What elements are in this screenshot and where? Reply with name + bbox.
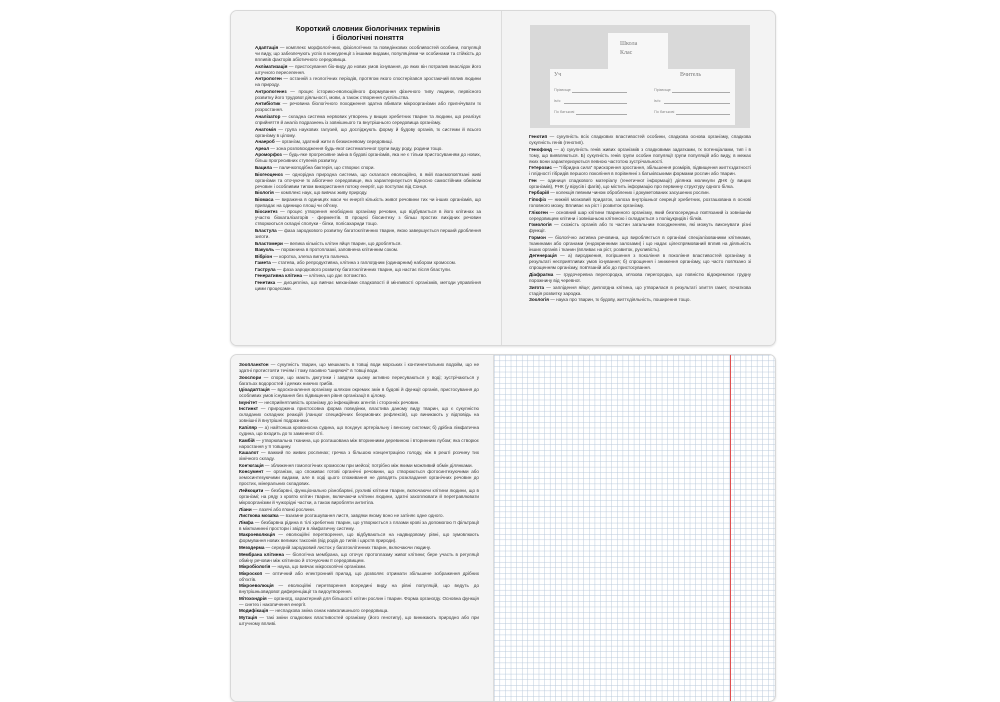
dictionary-entry [529, 165, 751, 177]
entry-term: Зоологія [529, 297, 549, 303]
dictionary-entry [239, 375, 479, 387]
entry-term: Анатомія [255, 126, 276, 132]
entry-term: Мікроскоп [239, 570, 263, 576]
dictionary-entry [255, 247, 481, 253]
teacher-name-label: Ім'я [654, 99, 661, 103]
dictionary-entry [239, 608, 479, 614]
entry-definition: — нижній мозковий придаток, залоза внутрішньої секреції хребетних, розташована в основі головного мозку. Впливає на ріст і розвиток організму. [529, 196, 751, 208]
entry-definition: — фаза зародкового розвитку багатоклітинних тварин, якою завершується перший дроблення зиготи. [255, 227, 481, 239]
label-field-area [550, 69, 735, 125]
entry-term: Камбій [239, 437, 255, 443]
entry-definition: — наука, що вивчає мікроскопічні організми. [270, 564, 367, 570]
dictionary-entry [255, 267, 481, 273]
dictionary-entry [255, 228, 481, 240]
entry-term: Анаероб [255, 139, 275, 145]
dictionary-entry [239, 507, 479, 513]
dictionary-entry [255, 139, 481, 145]
dictionary-entry [529, 253, 751, 271]
entry-definition: — несприйнятливість організму до інфекційних агентів і сторонніх речовин. [257, 399, 420, 405]
entry-definition: — біологічно активна речовина, що виробляється в організмі спеціалізованими клітинами, тканинами або органами (ендокринними залозами) і що надає цілеспрямований вплив на діяльність інших органів і тканин (впливає на ріст, розвиток, рухливість). [529, 234, 751, 252]
entry-term: Листкова мозаїка [239, 513, 279, 519]
entry-term: Гомологія [529, 222, 552, 228]
dictionary-entry [239, 406, 479, 424]
entry-term: Гамета [255, 260, 271, 266]
entry-term: Ген [529, 177, 537, 183]
entry-definition: — а) сукупність генів живих організмів з спадковими задатками, їх потенціалами, тип і в тому, що виявляються. Б) сукупність генів групи особин популяції групи популяцій або виду, в межах яких вони характеризуються певною частотою зустрічальності. [529, 146, 751, 164]
dictionary-entry [255, 146, 481, 152]
entry-term: Ліани [239, 506, 252, 512]
dictionary-entry [529, 134, 751, 146]
dictionary-entry [529, 285, 751, 297]
entry-term: Лімфа [239, 519, 254, 525]
entry-definition: — природжена пристосовна форма поведінки, властива даному виду тварин, що є сукупністю складаних складних реакцій (ланцюг специфічних безумовних рефлексів), що виникають у відповідь на зовнішні й внутрішні подразники. [239, 406, 479, 424]
entry-definition: — заплідення яйце; диплоїдна клітина, що утворилася в результаті злиття гамет, початкова стадія розвитку зародка. [529, 284, 751, 296]
entry-term: Макроеволюція [239, 532, 275, 538]
dictionary-subtitle: і біологічні поняття [332, 33, 404, 42]
entry-definition: — наука про тварин, їх будову, життєдіяльність, поширення тощо. [548, 297, 691, 303]
entry-term: Кон'югація [239, 462, 264, 468]
student-name-label: Ім'я [554, 99, 561, 103]
entry-term: Мікроеволюція [239, 583, 274, 589]
entry-definition: — схожість органів або їх частин загальним походженням, які можуть виконувати різні функції. [529, 222, 751, 234]
entry-definition: — група наукових галузей, що досліджують форму й будову органів, їх системи й всього організму в цілому. [255, 126, 481, 138]
entry-definition: — процес утворення необхідних організму речовин, що відбувається в його клітинах за участю біокаталізаторів - ферментів. В процесі біосинтезу з більш простих вихідних речовин створюються складні сполуки - білки, полісахариди тощо. [255, 209, 481, 227]
teacher-label: Вчитель [680, 72, 702, 78]
entry-term: Акліматизація [255, 63, 288, 69]
entry-definition: — сукупність тварин, що мешкають в товщі води морських і континентальних водойм, що не здатні протистояти течіям і тому пасивно "ширяючі" в товщі води. [239, 362, 479, 373]
dictionary-entry [255, 76, 481, 88]
dictionary-entry [255, 273, 481, 279]
entry-definition: — останній з геологічних періодів, протягом якого спостерігався зростаючий вплив людини на природу. [255, 76, 481, 88]
entry-definition: — основний шар клітини тваринного організму, який безпосередньо пов'язаний із зовнішнім середовищем клітини і зовнішньою клітиною і складається з поліцукридів і білків. [529, 209, 751, 221]
dictionary-page-left [231, 11, 502, 345]
entry-term: Антропогенез [255, 88, 287, 94]
dictionary-entry [255, 209, 481, 227]
dictionary-entry [239, 596, 479, 608]
dictionary-entry [255, 172, 481, 190]
dictionary-entry [529, 147, 751, 165]
entry-term: Імунітет [239, 399, 258, 405]
entry-term: Глікоген [529, 209, 548, 215]
entry-term: Мутація [239, 615, 258, 621]
entry-term: Вакуоль [255, 247, 275, 253]
entry-definition: — такі зміни спадкових властивостей організму (його генотипу), що виникають природно або при штучному впливі. [239, 615, 479, 627]
dictionary-entry [255, 280, 481, 292]
entry-term: Зооспори [239, 374, 262, 380]
entry-definition: — а) найтонша кровоносна судина, що поєднує артеріальну і венозну системи; б) дрібна лімфатична судина, що входить до їх замкненої сіті. [239, 424, 479, 436]
notebook-label [530, 25, 750, 128]
entry-term: Бластула [255, 227, 277, 233]
entry-term: Гетерозис [529, 165, 552, 171]
dictionary-entry [255, 190, 481, 196]
student-surname-label: Прізвище [554, 88, 571, 92]
entry-definition: — а) вироджения, погіршення з покоління в покоління властивостей організму в результаті несприятливих умов існування; б) спрощення і зниження організму, що часто пов'язано зі спрощенням організму, пов'язаній або до пристосування. [529, 253, 751, 271]
dictionary-entry [239, 425, 479, 437]
dictionary-entry [239, 564, 479, 570]
dictionary-entry [529, 235, 751, 253]
dictionary-entry [239, 520, 479, 532]
entry-term: Біогеоценоз [255, 171, 283, 177]
entry-definition: — комплекс морфологічних, фізіологічних та поведінкових особливостей особини, популяції чи виду, що забезпечують успіх в конкуренції з іншими видами, популяціями чи особинами та стійкість до впливів факторів абіотичного середовища. [255, 45, 481, 62]
entry-definition: — неспадкова зміна ознак навколишнього середовища. [268, 608, 389, 614]
entry-definition: — грудочеревна перегородка, м'язова перегородка, що повністю відокремлює грудну порожнину від черевної. [529, 271, 751, 283]
entry-definition: — процес історико-еволюційного формування фізичного типу людини, первісного розвитку його трудової діяльності, мови, а також створення суспільства. [255, 88, 481, 100]
entry-term: Біологія [255, 190, 274, 196]
entry-definition: — органоїд, характерний для більшості клітин рослин і тварин. Форма органоїду. Основна функція — синтез і накопичення енергії. [239, 595, 479, 607]
entry-definition: — клітина, що дає потомство. [302, 273, 368, 279]
student-patronymic-line [576, 114, 627, 115]
dictionary-entry [255, 101, 481, 113]
dictionary-entry [529, 190, 751, 196]
dictionary-entry [239, 387, 479, 399]
dictionary-entry [239, 571, 479, 583]
entry-definition: — однорідна природна система, що склалася еволюційно, в якій взаємопов'язані живі організми та оточуюче їх абіотичне середовище, яка характеризується відносно самостійним обміном речовин і особливим типом використання потоку енергії, що поступає від Сонця. [255, 171, 481, 189]
entry-term: Бластомери [255, 240, 283, 246]
dictionary-entries-back [239, 362, 479, 628]
class-label: Клас [620, 50, 633, 56]
dictionary-entries-continued [529, 134, 751, 304]
dictionary-entry [529, 210, 751, 222]
entry-definition: — організм, що споживає готові органічні речовини, що створюються фотосинтезуючими або хемосинтезуючими видами, але в ході цього споживання не доводять розкладання органічних речовин до простих, мінеральних складових. [239, 469, 479, 487]
entry-term: Біомаса [255, 196, 274, 202]
entry-definition: — біологічна мембрана, що оточує протоплазму живої клітини; бере участь в регуляції обміну речовин між клітиною й оточуючим її середовищем. [239, 551, 479, 563]
entry-definition: — одиниця спадкового матеріалу (генетичної інформації) ділянка молекули ДНК (у вищих організмів), РНК (у вірусів і фагів), що містить інформацію про первинну структуру одного білка. [529, 177, 751, 189]
entry-term: Діафрагма [529, 271, 554, 277]
student-label: Уч [554, 72, 562, 78]
entry-term: Антропоген [255, 76, 282, 82]
notebook-bottom-spread [230, 354, 776, 702]
entry-definition: — дисципліна, що вивчає механізми спадковості й мінливості організмів, методи управління цими процесами. [255, 280, 481, 292]
dictionary-entry [239, 450, 479, 462]
entry-term: Дегенерація [529, 253, 557, 259]
entry-definition: — порожнина в протоплазмі, заповнена клітинним соком. [274, 247, 399, 253]
dictionary-entry [255, 152, 481, 164]
entry-definition: — коротка, злегка вигнута паличка. [272, 253, 350, 259]
dictionary-entry [255, 45, 481, 63]
entry-definition: — фаза зародкового розвитку багатоклітинних тварин, що настає після бластули. [275, 266, 452, 272]
entry-definition: — середній зародковий листок у багатоклітинних тварин, включаючи людину. [264, 544, 431, 550]
dictionary-entry [239, 463, 479, 469]
entry-definition: — "гібридна сила" прискорення зростання, збільшення розмірів, підвищення життєздатності і плідності гібридів першого покоління в порівнянні з батьківськими формами рослин або тварин. [529, 165, 751, 177]
dictionary-entry [529, 222, 751, 234]
dictionary-entry [529, 178, 751, 190]
entry-definition: — колекція певним чином оброблених і докуметованих засушених рослин. [549, 190, 710, 196]
dictionary-entry [255, 64, 481, 76]
entry-definition: — будь-яке прогресивне зміна в будові організмів, яка не є тільки пристосуванням до нових, більш прогресивних ступенів розвитку. [255, 152, 481, 164]
entry-term: Інстинкт [239, 406, 259, 412]
student-surname-line [572, 92, 627, 93]
entry-term: Консумент [239, 469, 264, 475]
red-margin-line [730, 355, 731, 701]
entry-term: Гаструла [255, 266, 276, 272]
entry-term: Мезодерма [239, 544, 265, 550]
dictionary-entry [239, 513, 479, 519]
entry-definition: — безбарвні, функціонально різнобарвні, рухливі клітини тварин, включаючи клітини людини, що в організмі; на ряду з кров'ю клітин тварин, включаючи клітини людини, здатні захоплювати й перетравлювати мікроорганізми й чужорідні частки, а також виробляти антитіла. [239, 487, 479, 505]
entry-term: Кашалот [239, 450, 259, 456]
entry-term: Мітохондрія [239, 595, 267, 601]
entry-definition: — складна система нервових утворень у вищих хребетних тварин та людини, що реалізує сприйняття й аналіз подразнень із зовнішнього та внутрішнього середовища організму. [255, 113, 481, 125]
dictionary-entry [239, 545, 479, 551]
entry-term: Капіляр [239, 424, 257, 430]
dictionary-entry [239, 362, 479, 374]
teacher-patronymic-label: По батькові [654, 110, 675, 114]
entry-definition: — зближення гомологічних хромосом при мейозі; потрібно між якими можливий обмін ділянками. [263, 462, 473, 468]
dictionary-entry [255, 197, 481, 209]
dictionary-entry [239, 438, 479, 450]
student-patronymic-label: По батькові [554, 110, 575, 114]
entry-definition: — комплекс наук, що вивчає живу природу. [273, 190, 368, 196]
entry-term: Ареал [255, 145, 270, 151]
entry-definition: — оптичний або електронний прилад, що дозволяє отримати збільшене зображення дрібних об'єктів. [239, 570, 479, 582]
entry-definition: — спори, що мають джгутики і завдяки цьому активно пересуваються у воді; зустрічаються у багатьох водоростей і деяких нижчих грибів. [239, 374, 479, 386]
entry-definition: — виражена в одиницях маси чи енергії кількість живої речовини тих чи інших організмів, що припадає на одиницю площі чи об'єму. [255, 196, 481, 208]
entry-term: Гербарій [529, 190, 550, 196]
dictionary-page-back [231, 355, 494, 701]
entry-definition: — вдосконалення організму шляхом окремих змін в будові й функції органів, пристосування до особливих умов існування без підвищення рівня організації в цілому. [239, 387, 479, 399]
dictionary-entry [255, 114, 481, 126]
dictionary-entry [255, 241, 481, 247]
entry-term: Генеративна клітина [255, 273, 303, 279]
notebook-top-spread [230, 10, 776, 346]
entry-term: Генетика [255, 280, 276, 286]
school-label: Школа [620, 41, 638, 47]
dictionary-entry [255, 89, 481, 101]
label-tab [608, 33, 668, 69]
entry-definition: — сукупність всіх спадкових властивостей особини, спадкова основа організму, спадкова сукупність генів (генотип). [529, 134, 751, 145]
entry-term: Модифікація [239, 608, 269, 614]
dictionary-entry [239, 488, 479, 506]
dictionary-title: Короткий словник біологічних термінів [295, 24, 441, 33]
entry-term: Ароморфоз [255, 152, 282, 158]
teacher-name-line [664, 103, 730, 104]
label-page-right [502, 11, 775, 345]
entry-definition: — статева, або репродуктивна, клітина з гаплоїдним (одинарним) набором хромосом. [270, 260, 457, 266]
entry-term: Мікробіологія [239, 564, 271, 570]
entry-definition: — важкий по живих рослинах; гречка з більшою концентрацією голоду, ніж в решті розчину тих хімічного складу. [239, 450, 479, 462]
entry-definition: — велика кількість клітин яйця тварин, що дробляться. [282, 240, 402, 246]
entry-term: Гормон [529, 234, 546, 240]
entry-definition: — речовина біологічного походження здатна вбивати мікроорганізми або пригнічувати їх розростання. [255, 101, 481, 113]
student-name-line [564, 103, 627, 104]
dictionary-entry [529, 272, 751, 284]
entry-term: Генотип [529, 134, 548, 139]
entry-definition: — утворювальна тканина, що розташована між вторинними деревиною і вторинним лубом; яка створює наростання у її товщину. [239, 437, 479, 449]
entry-term: Зигота [529, 284, 545, 290]
dictionary-entry [529, 197, 751, 209]
teacher-surname-label: Прізвище [654, 88, 671, 92]
dictionary-entry [255, 260, 481, 266]
entry-term: Аналізатор [255, 113, 281, 119]
entry-term: Адаптація [255, 45, 279, 50]
dictionary-entry [239, 532, 479, 544]
dictionary-entry [255, 165, 481, 171]
teacher-surname-line [672, 92, 730, 93]
entry-definition: — еволюційні перетворення всередині виду на рівні популяцій, що ведуть до внутрішньовидової диференціації та видоутворення. [239, 583, 479, 595]
teacher-patronymic-line [676, 114, 730, 115]
entry-definition: — організм, здатний жити в безкисневому середовищі. [274, 139, 393, 145]
entry-term: Антибіотик [255, 101, 281, 107]
entry-term: Бацила [255, 164, 272, 170]
dictionary-entry [239, 552, 479, 564]
dictionary-entries [255, 45, 481, 292]
entry-definition: — зона розповсюдження будь-якої систематичної групи виду роду, родини тощо. [269, 145, 443, 151]
entry-definition: — взаємне розташування листя, завдяки якому воно не затіняє одне одного. [278, 513, 444, 519]
dictionary-entry [255, 127, 481, 139]
entry-definition: — еволюційні перетворення, що відбуваються на надвидовому рівні, що зумовлюють формування нових великих таксонів (від родів до типів і царств природи). [239, 532, 479, 544]
entry-definition: — пристосування біо-виду до нових умов існування, до яких він потрапив внаслідок його штучного переселення. [255, 63, 481, 75]
dictionary-entry [239, 400, 479, 406]
dictionary-entry [239, 583, 479, 595]
entry-definition: — безбарвна рідина в тілі хребетних тварин, що утворюється з плазми крові за допомогою її фільтрації в міжтканинні простори і звідти в лімфатичну систему. [239, 519, 479, 531]
dictionary-entry [529, 297, 751, 303]
entry-term: Вібріон [255, 253, 273, 259]
entry-term: Ідіоадаптація [239, 387, 270, 393]
grid-page [494, 355, 775, 701]
entry-term: Генофонд [529, 146, 552, 152]
dictionary-entry [239, 469, 479, 487]
entry-term: Мембрана клітинна [239, 551, 284, 557]
entry-term: Зоопланктон [239, 362, 269, 367]
dictionary-entry [255, 254, 481, 260]
entry-definition: — лазячі або в'юнкі рослини. [251, 506, 315, 512]
entry-definition: — паличкоподібна бактерія, що створює спори. [271, 164, 375, 170]
dictionary-entry [239, 615, 479, 627]
entry-term: Лейкоцити [239, 487, 264, 493]
entry-term: Біосинтез [255, 209, 278, 215]
entry-term: Гіпофіз [529, 196, 547, 202]
